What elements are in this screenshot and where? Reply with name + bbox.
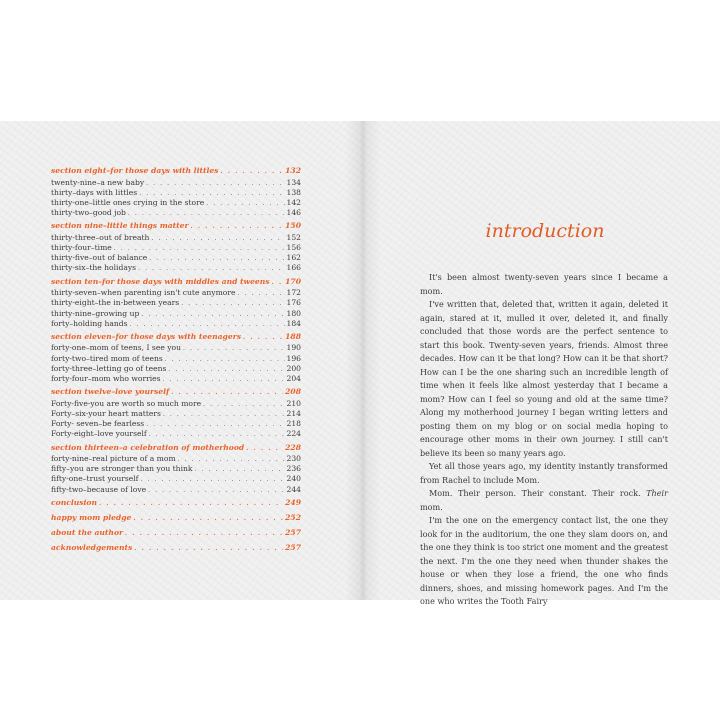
toc-leader-dots <box>149 430 285 439</box>
paragraph: I've written that, deleted that, written it again, deleted it again, stared at it, mulled it over, deleted it, and finally concluded that those words are the perfect sentence to start this book. Twenty-seven years, friends. Almost three decades. How can it be that long? How can it be that short? How can I be the one sharing such an incredible length of time when it feels like almost yesterday that I became a mom? How can I feel so young and old at the same time? Along my motherhood journey I began writing letters and posting them on my blog or on social media hoping to encourage other moms in their own journey. I still can't believe its been so many years ago. <box>420 299 668 458</box>
toc-label: forty-one–mom of teens, I see you <box>51 343 181 353</box>
toc-page-number: 188 <box>285 331 301 341</box>
toc-section-heading <box>51 277 301 289</box>
toc-about-the-author <box>51 528 301 540</box>
toc-label: section thirteen–a celebration of motherhood <box>51 442 245 452</box>
toc-leader-dots <box>163 375 285 384</box>
toc-leader-dots <box>206 199 284 208</box>
toc-label: forty–holding hands <box>51 318 128 328</box>
toc-leader-dots <box>130 320 285 329</box>
toc-label: thirty-seven–when parenting isn't cute anymore <box>51 288 236 298</box>
toc-leader-dots <box>146 420 284 429</box>
book-spread <box>0 121 720 606</box>
toc-label: section eleven–for those days with teenagers <box>51 331 241 341</box>
toc-entry <box>51 288 301 298</box>
toc-leader-dots <box>148 486 284 495</box>
toc-page-number: 252 <box>285 513 301 523</box>
toc-entry <box>51 419 301 429</box>
toc-section-heading <box>51 332 301 344</box>
toc-label: conclusion <box>51 498 97 508</box>
toc-page-number: 228 <box>285 442 301 452</box>
toc-leader-dots <box>163 410 285 419</box>
toc-label: about the author <box>51 528 124 538</box>
toc-page-number: 230 <box>286 454 301 464</box>
toc-label: thirty-three–out of breath <box>51 232 150 242</box>
toc-section <box>51 332 301 384</box>
toc-leader-dots <box>195 465 285 474</box>
toc-acknowledgements <box>51 543 301 555</box>
toc-page-number: 200 <box>286 363 301 373</box>
toc-entry <box>51 208 301 218</box>
toc-page-number: 146 <box>286 208 301 218</box>
toc-leader-dots <box>114 244 285 253</box>
toc-label: thirty-two–good job <box>51 208 126 218</box>
toc-entry <box>51 253 301 263</box>
toc-section <box>51 443 301 495</box>
toc-leader-dots <box>178 455 285 464</box>
toc-page <box>51 166 301 558</box>
toc-page-number: 204 <box>286 374 301 384</box>
toc-entry <box>51 374 301 384</box>
toc-section <box>51 277 301 329</box>
toc-leader-dots <box>140 475 284 484</box>
toc-page-number: 142 <box>286 197 301 207</box>
toc-entry <box>51 454 301 464</box>
toc-leader-dots <box>183 344 285 353</box>
toc-entry <box>51 343 301 353</box>
book-gutter <box>345 121 381 600</box>
toc-leader-dots <box>141 310 284 319</box>
toc-entry <box>51 263 301 273</box>
toc-entry <box>51 233 301 243</box>
toc-label: thirty-eight–the in-between years <box>51 298 180 308</box>
toc-label: Forty–six-your heart matters <box>51 408 161 418</box>
toc-page-number: 257 <box>285 542 301 552</box>
toc-entry <box>51 243 301 253</box>
toc-entry <box>51 464 301 474</box>
toc-label: thirty–days with littles <box>51 187 138 197</box>
toc-page-number: 236 <box>286 464 301 474</box>
body-text <box>420 271 668 609</box>
toc-leader-dots <box>133 514 283 525</box>
toc-label: forty-nine–real picture of a mom <box>51 454 176 464</box>
toc-page-number: 180 <box>286 308 301 318</box>
toc-leader-dots <box>181 299 284 308</box>
toc-leader-dots <box>168 365 284 374</box>
toc-page-number: 257 <box>285 528 301 538</box>
paragraph: Yet all those years ago, my identity instantly transformed from Rachel to include Mom. <box>420 461 668 485</box>
toc-leader-dots <box>203 400 284 409</box>
toc-leader-dots <box>191 222 284 233</box>
toc-entry <box>51 188 301 198</box>
toc-page-number: 170 <box>285 276 301 286</box>
toc-leader-dots <box>149 254 284 263</box>
toc-entry <box>51 429 301 439</box>
toc-label: forty-four–mom who worries <box>51 374 161 384</box>
toc-leader-dots <box>146 179 284 188</box>
toc-label: twenty-nine–a new baby <box>51 177 145 187</box>
toc-page-number: 244 <box>286 484 301 494</box>
toc-page-number: 138 <box>286 187 301 197</box>
toc-entry <box>51 319 301 329</box>
toc-entry <box>51 364 301 374</box>
toc-section-heading <box>51 387 301 399</box>
toc-entry <box>51 309 301 319</box>
toc-leader-dots <box>238 289 285 298</box>
paragraph-text: mom. <box>420 501 443 512</box>
toc-label: forty-three–letting go of teens <box>51 363 167 373</box>
toc-leader-dots <box>138 264 284 273</box>
toc-leader-dots <box>134 544 283 555</box>
toc-page-number: 176 <box>286 298 301 308</box>
toc-page-number: 162 <box>286 253 301 263</box>
toc-leader-dots <box>151 234 284 243</box>
toc-section <box>51 166 301 218</box>
toc-entry <box>51 399 301 409</box>
toc-page-number: 224 <box>286 429 301 439</box>
toc-page-number: 134 <box>286 177 301 187</box>
paragraph <box>420 487 668 514</box>
chapter-title: introduction <box>485 220 605 242</box>
toc-leader-dots <box>139 189 284 198</box>
toc-leader-dots <box>272 278 284 289</box>
toc-label: thirty-nine–growing up <box>51 308 140 318</box>
toc-label: section twelve–love yourself <box>51 387 170 397</box>
toc-label: thirty-four–time <box>51 243 112 253</box>
toc-label: thirty-one–little ones crying in the store <box>51 197 205 207</box>
toc-page-number: 156 <box>286 243 301 253</box>
toc-entry <box>51 198 301 208</box>
toc-page-number: 166 <box>286 263 301 273</box>
toc-label: acknowledgements <box>51 542 133 552</box>
toc-section-heading <box>51 221 301 233</box>
toc-section-heading <box>51 443 301 455</box>
toc-happy-mom-pledge <box>51 513 301 525</box>
toc-label: section nine–little things matter <box>51 221 189 231</box>
toc-page-number: 184 <box>286 318 301 328</box>
toc-page-number: 240 <box>286 474 301 484</box>
toc-page-number: 210 <box>286 398 301 408</box>
toc-entry <box>51 474 301 484</box>
toc-page-number: 218 <box>286 419 301 429</box>
toc-label: Forty-five-you are worth so much more <box>51 398 202 408</box>
toc-leader-dots <box>243 333 283 344</box>
toc-section <box>51 387 301 439</box>
toc-page-number: 214 <box>286 408 301 418</box>
paragraph: I'm the one on the emergency contact list, the one they look for in the auditorium, the one they slam doors on, and the one they think is too strict one moment and the greatest the next. I'm the one they need when thunder shakes the house or when they lose a friend, the one who finds dinners, shoes, and missing homework pages. And I'm the one who writes the Tooth Fairy <box>420 515 668 606</box>
emphasized-text: Their <box>646 488 668 498</box>
toc-entry <box>51 178 301 188</box>
toc-leader-dots <box>246 444 283 455</box>
toc-label: thirty-six–the holidays <box>51 263 137 273</box>
toc-leader-dots <box>125 529 283 540</box>
toc-page-number: 172 <box>286 288 301 298</box>
toc-leader-dots <box>99 499 283 510</box>
toc-leader-dots <box>171 388 283 399</box>
toc-entry <box>51 354 301 364</box>
toc-leader-dots <box>128 209 285 218</box>
toc-entry <box>51 485 301 495</box>
toc-page-number: 208 <box>285 387 301 397</box>
toc-entry <box>51 298 301 308</box>
toc-leader-dots <box>220 167 283 178</box>
paragraph: It's been almost twenty-seven years since I became a mom. <box>420 272 668 296</box>
toc-page-number: 150 <box>285 221 301 231</box>
toc-label: section ten–for those days with middles and tweens <box>51 276 270 286</box>
toc-entry <box>51 409 301 419</box>
toc-label: fifty–you are stronger than you think <box>51 464 193 474</box>
toc-label: happy mom pledge <box>51 513 132 523</box>
toc-page-number: 249 <box>285 498 301 508</box>
toc-label: fifty-one–trust yourself <box>51 474 139 484</box>
toc-section-heading <box>51 166 301 178</box>
toc-page-number: 132 <box>285 166 301 175</box>
toc-label: thirty-five–out of balance <box>51 253 148 263</box>
toc-label: section eight–for those days with littles <box>51 166 219 175</box>
toc-page-number: 196 <box>286 353 301 363</box>
toc-conclusion <box>51 498 301 510</box>
toc-label: fifty-two–because of love <box>51 484 147 494</box>
toc-label: Forty- seven–be fearless <box>51 419 145 429</box>
toc-section <box>51 221 301 273</box>
toc-label: Forty-eight–love yourself <box>51 429 147 439</box>
toc-leader-dots <box>165 355 285 364</box>
toc-page-number: 152 <box>286 232 301 242</box>
toc-label: forty-two–tired mom of teens <box>51 353 163 363</box>
toc-page-number: 190 <box>286 343 301 353</box>
paragraph-text: Mom. Their person. Their constant. Their rock. <box>429 488 647 498</box>
